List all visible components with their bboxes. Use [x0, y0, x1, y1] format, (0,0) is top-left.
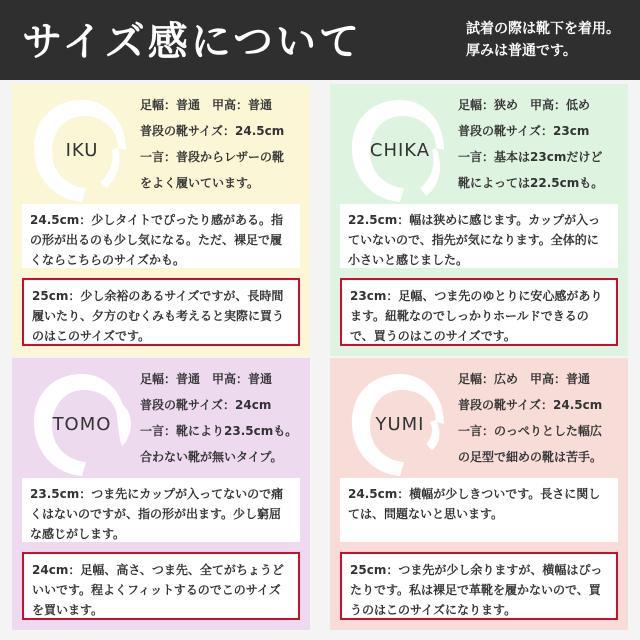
- header-bar: [0, 0, 640, 80]
- page-title: サイズ感について: [22, 19, 362, 65]
- chosen-size-box: 24cm：足幅、高さ、つま先、全てがちょうどいいです。程よくフィットするのでこのサイズを買います。: [22, 552, 300, 620]
- panel-iku: [12, 84, 310, 356]
- comment-box: 24.5cm：横幅が少しきついです。長さに関しては、問題ないと思います。: [340, 478, 618, 542]
- comment-box: 24.5cm：少しタイトでぴったり感がある。指の形が出るのも少し気になる。ただ、裸足で履くならこちらのサイズかも。: [22, 204, 300, 268]
- person-name: YUMI: [375, 414, 425, 435]
- panel-chika: [330, 84, 628, 356]
- comment-box: 23.5cm：つま先にカップが入ってないので痛くはないのですが、指の形が出ます。少し窮屈な感じがします。: [22, 478, 300, 542]
- info-line: 足幅：普通 甲高：普通: [140, 98, 273, 112]
- header-note-line2: 厚みは普通です。: [466, 43, 577, 59]
- person-name: CHIKA: [369, 140, 431, 161]
- avatar-chika: [340, 92, 460, 212]
- info-line: 足幅：広め 甲高：普通: [458, 372, 591, 386]
- header-note-line1: 試着の際は靴下を着用。: [466, 21, 620, 37]
- person-info: [140, 366, 308, 470]
- info-line: をよく履いています。: [140, 176, 260, 190]
- chosen-size-box: 23cm：足幅、つま先のゆとりに安心感があります。紐靴なのでしっかりホールドできるので、買うのはこのサイズです。: [340, 278, 618, 346]
- comment-box: 22.5cm：幅は狭めに感じます。カップが入っていないので、指先が気になります。全体的に小さいと感じました。: [340, 204, 618, 268]
- chosen-size-box: 25cm：つま先が少し余りますが、横幅はぴったりです。私は裸足で革靴を履かないので、買うのはこのサイズになります。: [340, 552, 618, 620]
- info-line: 普段の靴サイズ：24.5cm: [458, 398, 603, 412]
- info-line: 合わない靴が無いタイプ。: [140, 450, 283, 464]
- info-line: 足幅：普通 甲高：普通: [140, 372, 273, 386]
- info-line: の足型で細めの靴は苦手。: [458, 450, 603, 464]
- info-line: 普段の靴サイズ：24.5cm: [140, 124, 285, 138]
- info-line: 靴によっては22.5cmも。: [458, 176, 604, 190]
- info-line: 一言：基本は23cmだけど: [458, 150, 603, 164]
- person-info: [458, 366, 626, 470]
- info-line: 普段の靴サイズ：24cm: [140, 398, 272, 412]
- chosen-size-box: 25cm：少し余裕のあるサイズですが、長時間履いたり、夕方のむくみも考えると実際に買うのはこのサイズです。: [22, 278, 300, 346]
- info-line: 足幅：狭め 甲高：低め: [458, 98, 591, 112]
- info-line: 一言：普段からレザーの靴: [140, 150, 285, 164]
- avatar-tomo: [22, 366, 142, 486]
- person-info: [140, 92, 308, 196]
- info-line: 普段の靴サイズ：23cm: [458, 124, 590, 138]
- person-name: IKU: [65, 140, 99, 161]
- info-line: 一言：のっぺりとした幅広: [458, 424, 602, 438]
- avatar-yumi: [340, 366, 460, 486]
- info-line: 一言：靴により23.5cmも。: [140, 424, 298, 438]
- person-info: [458, 92, 626, 196]
- panel-yumi: [330, 358, 628, 630]
- panel-tomo: [12, 358, 310, 630]
- person-name: TOMO: [52, 414, 112, 435]
- header-note: [466, 18, 620, 62]
- avatar-iku: [22, 92, 142, 212]
